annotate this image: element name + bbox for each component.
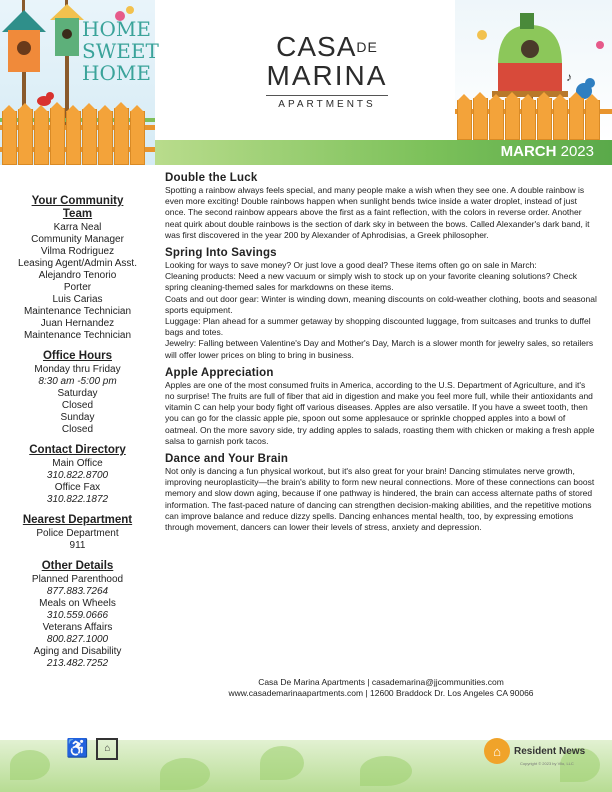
fence-picket xyxy=(114,108,129,165)
fence-picket xyxy=(18,109,33,165)
team-line: Juan Hernandez xyxy=(40,318,115,329)
team-line: Community Manager xyxy=(31,234,124,245)
hours-line: Sunday xyxy=(60,412,95,423)
fence-picket xyxy=(82,109,97,165)
logo-marina: MARINA xyxy=(266,60,388,91)
hours-section xyxy=(0,350,155,436)
logo-apartments: APARTMENTS xyxy=(278,99,376,110)
hours-line: Monday thru Friday xyxy=(34,364,121,375)
contact-fax: 310.822.1872 xyxy=(46,494,109,505)
copyright-text: Copyright © 2023 by Vilo, LLC xyxy=(520,761,574,766)
logo-casa: CASA xyxy=(276,31,357,62)
fence-picket xyxy=(130,111,145,165)
casa-de-marina-logo xyxy=(262,33,392,110)
hours-line: 8:30 am -5:00 pm xyxy=(38,376,117,387)
fence-picket xyxy=(505,98,520,140)
other-phone[interactable]: 213.482.7252 xyxy=(46,658,109,669)
other-phone[interactable]: 800.827.1000 xyxy=(46,634,109,645)
article xyxy=(165,453,597,533)
other-section xyxy=(0,560,155,670)
home-text: HOME xyxy=(82,17,151,41)
leaf-decoration xyxy=(260,746,304,780)
issue-date xyxy=(501,143,594,160)
footer-email-line[interactable]: Casa De Marina Apartments | casademarina@jjcommunities.com xyxy=(258,677,504,687)
other-line: Planned Parenthood xyxy=(31,574,124,585)
nearest-section xyxy=(0,514,155,552)
articles xyxy=(165,172,597,539)
fence-picket xyxy=(569,98,584,140)
team-section xyxy=(0,195,155,342)
issue-month: MARCH xyxy=(500,143,557,160)
fence-picket xyxy=(34,111,49,165)
team-line: Porter xyxy=(63,282,92,293)
contact-section xyxy=(0,444,155,506)
logo-de: DE xyxy=(356,39,378,55)
resident-news-brand: Resident News xyxy=(514,745,586,757)
hours-line: Closed xyxy=(61,400,94,411)
issue-year: 2023 xyxy=(560,143,594,160)
article-title: Spring Into Savings xyxy=(165,247,277,260)
resident-news-logo-icon: ⌂ xyxy=(484,738,510,764)
fence-picket xyxy=(585,100,600,140)
other-phone[interactable]: 310.559.0666 xyxy=(46,610,109,621)
contact-phone[interactable]: 310.822.8700 xyxy=(46,470,109,481)
hours-heading: Office Hours xyxy=(42,350,112,362)
article-title: Apple Appreciation xyxy=(165,366,274,379)
nearest-heading: Nearest Department xyxy=(22,514,133,526)
fence-left xyxy=(0,105,155,165)
fence-picket xyxy=(2,111,17,165)
home-sweet-home-sign xyxy=(82,17,159,85)
contact-heading: Contact Directory xyxy=(29,444,126,456)
nearest-phone[interactable]: 911 xyxy=(69,540,86,551)
article xyxy=(165,367,597,447)
contact-footer xyxy=(165,677,597,699)
fence-picket xyxy=(553,100,568,140)
fence-picket xyxy=(537,98,552,140)
contact-line: Office Fax xyxy=(54,482,101,493)
hours-line: Closed xyxy=(61,424,94,435)
team-line: Leasing Agent/Admin Asst. xyxy=(18,258,137,269)
logo-divider xyxy=(266,95,388,96)
team-line: Maintenance Technician xyxy=(23,330,132,341)
leaf-decoration xyxy=(10,750,50,780)
fence-picket xyxy=(457,100,472,140)
month-banner xyxy=(155,140,612,165)
contact-line: Main Office xyxy=(52,458,103,469)
other-phone[interactable]: 877.883.7264 xyxy=(46,586,109,597)
fence-picket xyxy=(521,100,536,140)
article-title: Dance and Your Brain xyxy=(165,453,289,466)
sidebar xyxy=(0,165,155,792)
sweet-text: SWEET xyxy=(82,39,159,63)
article-body: Not only is dancing a fun physical workout, but it's also great for your brain! Dancing stimulates nerve growth, improving neuroplasticity—the brain's ability to form new neural connections. More of these connections can boost memory and slow down aging, because if one pathway is hindered, the brain can access alternate paths of stored information. The fast-paced nature of dancing can strengthen decision-making abilities, and the repetitive motions can improve balance and reduce dizzy spells. Dancing enhances mental health, too, by expressing emotions through movement, dancers can lower their levels of stress, anxiety and depression. xyxy=(165,466,595,533)
article-body: Looking for ways to save money? Or just love a good deal? These items often go on sale in March: Cleaning products: Need a new vacuum or simply wish to stock up on your favorite cleaning solutions? Check spring cleaning-themed sales for markdowns on these items. Coats and out door gear: Winter is winding down, meaning discounts on cold-weather clothing, boots and seasonal sports equipment. Luggage: Plan ahead for a summer getaway by shopping discounted luggage, from suitcases and trunks to duffel bags and totes. Jewelry: Falling between Valentine's Day and Mother's Day, March is a slower month for jewelry sales, so retailers will offer lower prices on bling to bring in business. xyxy=(165,260,597,360)
fence-picket xyxy=(50,108,65,165)
fence-right xyxy=(455,95,612,140)
svg-text:♪: ♪ xyxy=(566,70,572,84)
team-heading: Your Community Team xyxy=(31,195,124,220)
other-line: Aging and Disability xyxy=(33,646,122,657)
article xyxy=(165,247,597,361)
fence-picket xyxy=(489,100,504,140)
article-title: Double the Luck xyxy=(165,172,258,184)
hours-line: Saturday xyxy=(57,388,98,399)
article xyxy=(165,172,597,241)
team-line: Karra Neal xyxy=(53,222,102,233)
leaf-decoration xyxy=(360,756,412,786)
equal-housing-icon: ⌂ xyxy=(96,738,118,760)
other-line: Veterans Affairs xyxy=(42,622,113,633)
fence-picket xyxy=(66,111,81,165)
other-line: Meals on Wheels xyxy=(39,598,116,609)
home-text-2: HOME xyxy=(82,61,151,85)
accessibility-logos xyxy=(66,738,118,760)
team-line: Luis Carias xyxy=(52,294,103,305)
footer-website-line[interactable]: www.casademarinaapartments.com | 12600 Braddock Dr. Los Angeles CA 90066 xyxy=(228,688,534,698)
leaf-decoration xyxy=(160,758,210,790)
fence-picket xyxy=(473,98,488,140)
team-line: Vilma Rodriguez xyxy=(40,246,115,257)
fence-picket xyxy=(98,111,113,165)
article-body: Apples are one of the most consumed fruits in America, according to the U.S. Department of Agriculture, and it's no surprise! The fruits are full of fiber that aid in digestion and make you feel more full, while their antioxidants and vitamin C can help your body fight off various diseases. Apples are also versatile. If you have a sweet tooth, then you can go for the classic apple pie, spoon out some applesauce or sprinkle chopped apples into a bowl of oatmeal. On the more savory side, try adding apples to salads, roasting them with chicken or making a fresh apple salsa to garnish pork tacos. xyxy=(165,379,595,446)
team-line: Maintenance Technician xyxy=(23,306,132,317)
accessibility-icon: ♿ xyxy=(66,738,89,758)
nearest-line: Police Department xyxy=(36,528,119,539)
other-heading: Other Details xyxy=(41,560,114,572)
team-line: Alejandro Tenorio xyxy=(38,270,117,281)
article-body: Spotting a rainbow always feels special, and many people make a wish when they see one. A double rainbow is even more exciting! Double rainbows happen when sunlight bends twice inside a water droplet, instead of just once. The second rainbow appears above the first as a faint reflection, with the colors in reverse order. Another neat quirk about double rainbows is the section of dark sky in between the bows. Called Alexander's dark band, it was first discovered in the year 200 by Alexander of Aphrodisias, a Greek philosopher. xyxy=(165,185,590,240)
